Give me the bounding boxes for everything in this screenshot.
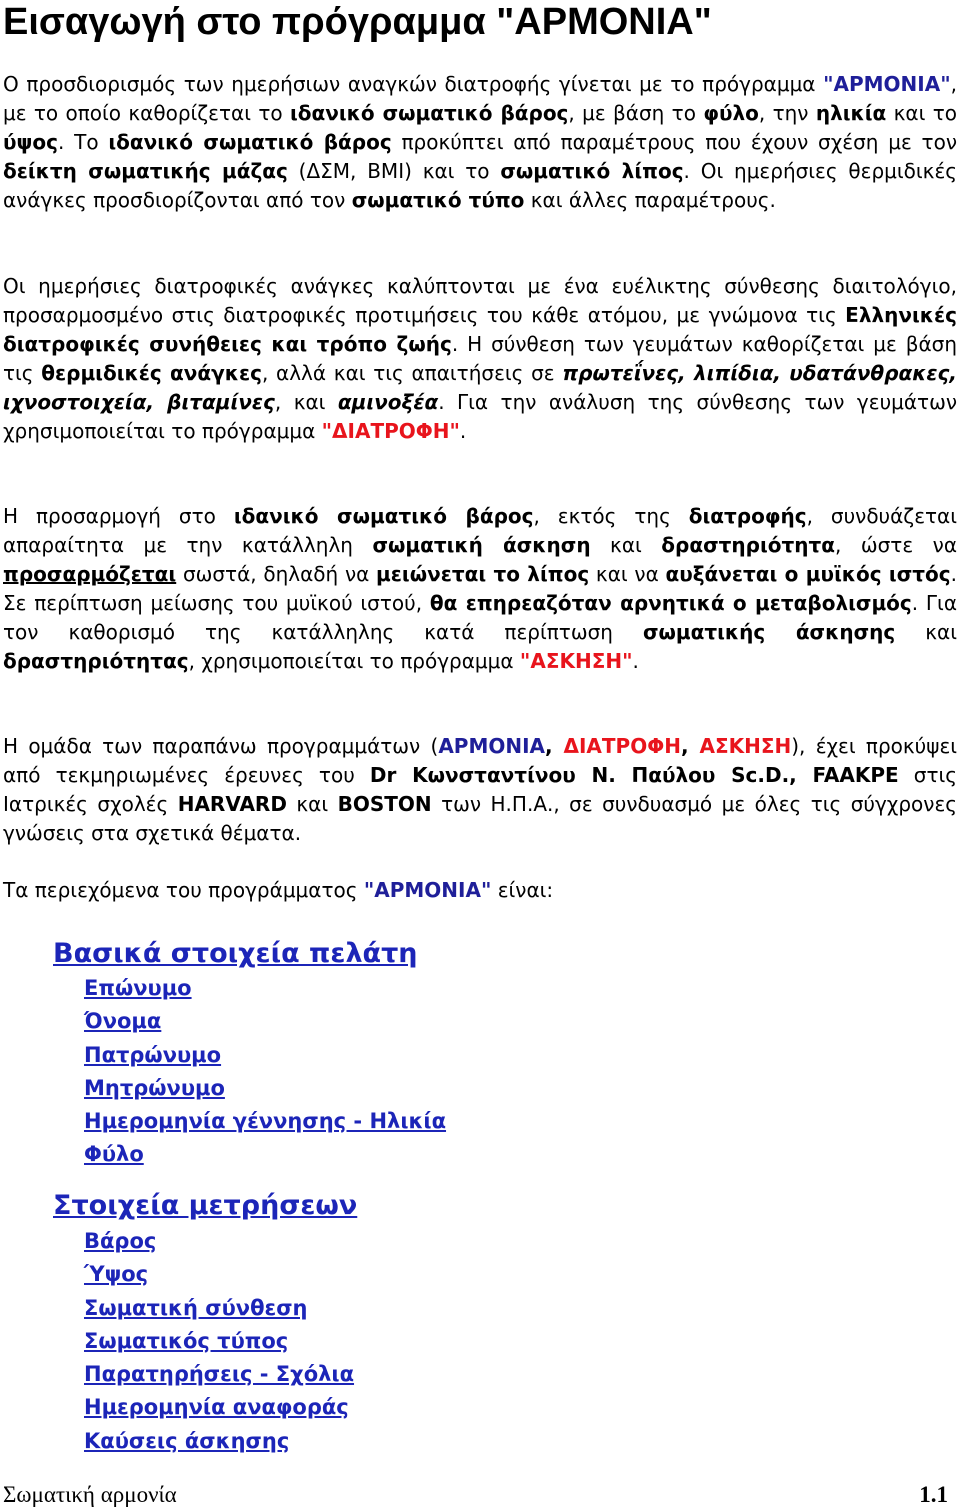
client-field-link-3[interactable]: Πατρώνυμο — [84, 1042, 222, 1067]
p4-run-1: ΑΡΜΟΝΙΑ — [438, 734, 546, 758]
measurement-field-link-1[interactable]: Βάρος — [84, 1229, 157, 1253]
p3-run-8: , ώστε να — [835, 533, 958, 557]
measurement-field-link-6[interactable]: Ημερομηνία αναφοράς — [84, 1395, 349, 1420]
p2-run-2: . Η σύνθεση των γευμάτων καθορίζεται με βάση τις — [3, 332, 958, 385]
nutrition-paragraph — [3, 272, 957, 446]
measurements-list — [84, 1225, 354, 1458]
p4-run-2: , — [545, 734, 564, 758]
p1-run-11: ιδανικό σωματικό βάρος — [108, 130, 392, 154]
p3-run-15: θα επηρεαζόταν αρνητικά ο μεταβολισμός — [429, 591, 912, 615]
p4-run-4: , — [680, 734, 700, 758]
measurement-field-link-5[interactable]: Παρατηρήσεις - Σχόλια — [84, 1362, 355, 1387]
p1-run-14: (ΔΣΜ, BMI) και το — [287, 159, 501, 183]
p1-run-10: . Το — [57, 130, 109, 154]
p1-run-9: ύψος — [3, 130, 58, 154]
p5-run-1: "ΑΡΜΟΝΙΑ" — [363, 878, 492, 902]
client-field-link-6[interactable]: Φύλο — [84, 1142, 144, 1167]
p2-run-5: πρωτεΐνες, λιπίδια, υδατάνθρακες, ιχνοστοιχεία, βιταμίνες — [3, 361, 958, 414]
p2-run-4: , αλλά και τις απαιτήσεις σε — [261, 361, 563, 385]
p3-run-3: διατροφής — [688, 504, 807, 528]
client-field-link-2[interactable]: Όνομα — [84, 1009, 162, 1034]
p3-run-10: σωστά, δηλαδή να — [176, 562, 377, 586]
p1-run-5: φύλο — [703, 101, 759, 125]
p4-run-8: στις Ιατρικές σχολές — [3, 763, 957, 816]
p1-run-18: και άλλες παραμέτρους. — [524, 188, 776, 212]
intro-paragraph — [3, 70, 957, 215]
p4-run-5: ΑΣΚΗΣΗ — [699, 734, 792, 758]
p3-run-7: δραστηριότητα — [661, 533, 836, 557]
measurement-field-link-7[interactable]: Καύσεις άσκησης — [84, 1428, 290, 1453]
p2-run-10: . — [459, 419, 467, 443]
contents-intro — [3, 876, 957, 905]
p1-run-16: . Οι ημερήσιες θερμιδικές ανάγκες προσδιορίζονται από τον — [3, 159, 957, 212]
p4-run-6: ), έχει προκύψει από τεκμηριωμένες έρευνες του — [3, 734, 958, 787]
p4-run-10: και — [286, 792, 338, 816]
p2-run-3: θερμιδικές ανάγκες — [41, 361, 262, 385]
client-basics-list — [84, 972, 446, 1172]
p4-run-12: των Η.Π.Α., σε συνδυασμό με όλες τις σύγχρονες γνώσεις στα σχετικά θέματα. — [3, 792, 958, 845]
p2-run-7: αμινοξέα — [337, 390, 439, 414]
p2-run-8: . Για την ανάλυση της σύνθεσης των γευμάτων χρησιμοποιείται το πρόγραμμα — [3, 390, 958, 443]
client-field-link-4[interactable]: Μητρώνυμο — [84, 1075, 225, 1100]
measurement-field-link-4[interactable]: Σωματικός τύπος — [84, 1328, 289, 1353]
p1-run-8: και το — [886, 101, 957, 125]
exercise-paragraph — [3, 502, 957, 676]
p1-run-3: ιδανικό σωματικό βάρος — [289, 101, 569, 125]
page-footer — [3, 1482, 948, 1508]
p3-run-14: . Σε περίπτωση μείωσης του μυϊκού ιστού, — [3, 562, 958, 615]
p4-run-3: ΔΙΑΤΡΟΦΗ — [563, 734, 681, 758]
p3-run-2: , εκτός της — [533, 504, 689, 528]
client-field-link-5[interactable]: Ημερομηνία γέννησης - Ηλικία — [84, 1109, 447, 1134]
p1-run-2: , με το οποίο καθορίζεται το — [3, 72, 957, 125]
research-paragraph — [3, 732, 957, 848]
p5-run-0: Τα περιεχόμενα του προγράμματος — [3, 878, 364, 902]
page-number: 1.1 — [919, 1482, 948, 1507]
p3-run-19: δραστηριότητας — [3, 649, 189, 673]
p3-run-9: προσαρμόζεται — [3, 562, 177, 586]
p4-run-0: Η ομάδα των παραπάνω προγραμμάτων ( — [3, 734, 439, 758]
page-title: Εισαγωγή στο πρόγραμμα "ΑΡΜΟΝΙΑ" — [3, 1, 712, 43]
p1-run-1: "ΑΡΜΟΝΙΑ" — [823, 72, 951, 96]
p2-run-9: "ΔΙΑΤΡΟΦΗ" — [321, 419, 460, 443]
p3-run-5: σωματική άσκηση — [372, 533, 591, 557]
p3-run-12: και να — [589, 562, 666, 586]
p1-run-13: δείκτη σωματικής μάζας — [3, 159, 288, 183]
measurement-field-link-2[interactable]: Ύψος — [84, 1262, 149, 1287]
client-field-link-1[interactable]: Επώνυμο — [84, 976, 192, 1000]
p3-run-13: αυξάνεται ο μυϊκός ιστός — [665, 562, 951, 586]
p2-run-0: Οι ημερήσιες διατροφικές ανάγκες καλύπτονται με ένα ευέλικτης σύνθεσης διαιτολόγιο, προσαρμοσμένο στις διατροφικές προτιμήσεις του κάθε ατόμου, με γνώμονα τις — [3, 274, 957, 327]
p3-run-11: μειώνεται το λίπος — [376, 562, 590, 586]
p1-run-15: σωματικό λίπος — [500, 159, 684, 183]
measurement-field-link-3[interactable]: Σωματική σύνθεση — [84, 1295, 308, 1320]
p3-run-17: σωματικής άσκησης — [642, 620, 896, 644]
p1-run-7: ηλικία — [815, 101, 887, 125]
p3-run-20: , χρησιμοποιείται το πρόγραμμα — [188, 649, 520, 673]
p3-run-1: ιδανικό σωματικό βάρος — [233, 504, 534, 528]
p1-run-0: Ο προσδιορισμός των ημερήσιων αναγκών διατροφής γίνεται με το πρόγραμμα — [3, 72, 824, 96]
p4-run-7: Dr Κωνσταντίνου Ν. Παύλου Sc.D., FAAKPE — [369, 763, 899, 787]
p5-run-2: είναι: — [491, 878, 554, 902]
p3-run-4: , συνδυάζεται απαραίτητα με την κατάλληλη — [3, 504, 957, 557]
p2-run-1: Ελληνικές διατροφικές συνήθειες και τρόπο ζωής — [3, 303, 957, 356]
p4-run-11: BOSTON — [337, 792, 432, 816]
p3-run-6: και — [590, 533, 662, 557]
section-measurements-link[interactable]: Στοιχεία μετρήσεων — [53, 1190, 358, 1221]
p1-run-17: σωματικό τύπο — [351, 188, 525, 212]
p3-run-0: Η προσαρμογή στο — [3, 504, 234, 528]
footer-title: Σωματική αρμονία — [3, 1482, 177, 1507]
p1-run-4: , με βάση το — [568, 101, 704, 125]
p1-run-6: , την — [758, 101, 816, 125]
p3-run-18: και — [895, 620, 958, 644]
p2-run-6: , και — [274, 390, 338, 414]
p3-run-22: . — [632, 649, 639, 673]
p1-run-12: προκύπτει από παραμέτρους που έχουν σχέση με τον — [391, 130, 957, 154]
p4-run-9: HARVARD — [177, 792, 287, 816]
p3-run-16: . Για τον καθορισμό της κατάλληλης κατά περίπτωση — [3, 591, 958, 644]
p3-run-21: "ΑΣΚΗΣΗ" — [519, 649, 633, 673]
section-client-basics-link[interactable]: Βασικά στοιχεία πελάτη — [53, 938, 418, 969]
